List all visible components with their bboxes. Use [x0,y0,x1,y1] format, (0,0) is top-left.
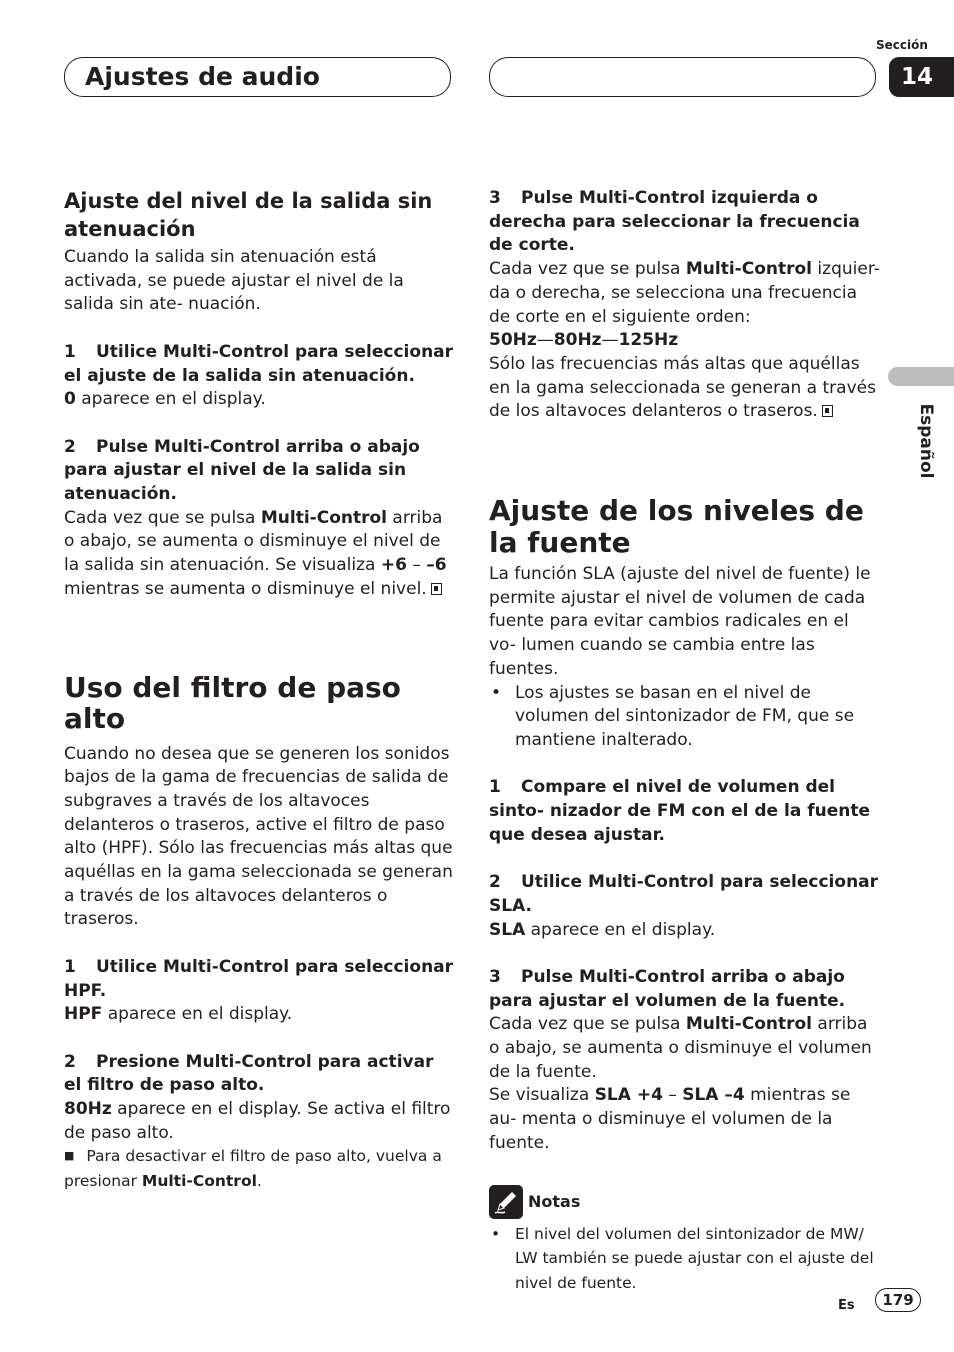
display-value: SLA [489,919,526,940]
step-number: 2 [489,872,501,893]
step-number: 2 [64,436,76,457]
hpf-note [64,1145,456,1193]
note-text: . [256,1172,262,1191]
control-name: Multi-Control [260,507,388,528]
step-text: Compare el nivel de volumen del sinto- nizador de FM con el de la fuente que desea ajustar. [489,777,871,845]
step-text: Utilice Multi-Control para seleccionar HPF. [64,956,454,1001]
step-number: 2 [64,1051,76,1072]
paragraph-hpf-intro: Cuando no desea que se generen los sonidos bajos de la gama de frecuencias de salida de subgraves a través de los altavoces delanteros o traseros, active el filtro de paso alto (HPF). Sólo las frecuencias más altas que aquéllas en la gama seleccionada se generan a través de los altavoces delanteros o traseros. [64,743,453,930]
step-3-sla-description [489,1013,881,1084]
header-title-frame [64,57,451,97]
step-1-hpf-result [64,1003,456,1027]
range-max: +6 [380,555,407,576]
step-1-no-attenuation [64,341,456,388]
control-name: Multi-Control [141,1172,257,1191]
desc-part: Se visualiza [489,1085,595,1106]
left-column [64,187,456,1194]
step-number: 3 [489,966,501,987]
desc-part: arriba o abajo, se aumenta o disminuye el volumen de la fuente. [489,1014,872,1082]
footer-language: Es [838,1298,855,1313]
heading-hpf: Uso del filtro de paso alto [64,670,401,736]
note-item: • El nivel del volumen del sintonizador de MW/ LW también se puede ajustar con el ajuste del nivel de fuente. [489,1222,881,1296]
step-desc: aparece en el display. [102,1004,293,1025]
pencil-note-icon [489,1185,523,1219]
desc-part: Cada vez que se pulsa [489,1014,686,1035]
step-3-hpf-after [489,353,881,424]
end-mark-icon [431,583,442,595]
display-value: 0 [64,389,76,410]
step-text: Presione Multi-Control para activar el filtro de paso alto. [64,1051,434,1096]
step-1-hpf [64,956,456,1003]
desc-part: Sólo las frecuencias más altas que aquéllas en la gama seleccionada se generan a través de los altavoces delanteros o traseros. [489,353,876,422]
language-tab-label: Español [916,403,936,479]
step-2-hpf-result [64,1098,456,1145]
section-label: Sección [876,38,928,52]
desc-part: Cada vez que se pulsa [64,507,261,528]
right-column [489,187,881,1295]
note-text: Para desactivar el filtro de paso alto, vuelva a presionar [64,1147,442,1191]
step-1-sla [489,776,881,847]
desc-part: mientras se au- menta o disminuye el volumen de la fuente. [489,1085,851,1153]
end-mark-icon [822,405,833,417]
header-empty-frame [489,57,876,97]
frequency-separator: — [601,330,619,351]
frequency-option: 50Hz [489,330,537,351]
display-value: HPF [64,1004,103,1025]
step-number: 3 [489,188,501,208]
step-number: 1 [489,777,501,798]
step-2-description [64,507,456,602]
language-tab-marker [888,367,954,386]
square-bullet-icon: ■ [64,1149,75,1163]
range-min: –6 [426,555,447,576]
step-text: Utilice Multi-Control para seleccionar SLA. [489,872,879,916]
control-name: Multi-Control [685,259,813,280]
notes-title: Notas [528,1191,581,1211]
desc-part: Cada vez que se pulsa [489,259,686,280]
step-3-sla [489,966,881,1013]
paragraph-sla-intro: La función SLA (ajuste del nivel de fuente) le permite ajustar el nivel de volumen de cada fuente para evitar cambios radicales en el vo- lumen cuando se cambia entre las fuentes. [489,564,871,679]
step-desc: aparece en el display. [525,919,716,940]
heading-sla: Ajuste de los niveles de la fuente [489,494,864,559]
section-number-badge: 14 [889,57,954,97]
step-2-no-attenuation [64,436,456,507]
step-1-result [64,388,456,412]
step-text: Pulse Multi-Control arriba o abajo para ajustar el volumen de la fuente. [489,966,846,1011]
step-2-sla-result [489,919,881,943]
display-value: 80Hz [64,1099,112,1120]
step-3-sla-range [489,1084,881,1155]
step-3-hpf [489,187,881,258]
step-3-hpf-description [489,258,881,329]
frequency-option: 80Hz [553,330,602,351]
step-number: 1 [64,956,76,977]
range-dash: – [406,555,427,576]
desc-part: izquier- da o derecha, se selecciona una frecuencia de corte en el siguiente orden: [489,259,880,327]
step-text: Pulse Multi-Control arriba o abajo para ajustar el nivel de la salida sin atenuación. [64,436,420,504]
section-title: Ajustes de audio [85,62,320,91]
range-max: SLA +4 [594,1085,663,1106]
heading-no-attenuation: Ajuste del nivel de la salida sin atenuación [64,189,433,241]
step-number: 1 [64,341,76,362]
sla-bullet: • Los ajustes se basan en el nivel de volumen del sintonizador de FM, que se mantiene inalterado. [489,682,881,753]
step-desc: aparece en el display. Se activa el filtro de paso alto. [64,1099,451,1143]
step-2-sla [489,871,881,918]
step-text: Pulse Multi-Control izquierda o derecha para seleccionar la frecuencia de corte. [489,188,860,256]
notes-header [489,1185,881,1219]
frequency-separator: — [536,330,554,351]
range-min: SLA –4 [682,1085,745,1106]
page-number: 179 [875,1288,921,1312]
control-name: Multi-Control [685,1014,813,1035]
step-text: Utilice Multi-Control para seleccionar el ajuste de la salida sin atenuación. [64,341,454,386]
paragraph-no-attenuation-intro: Cuando la salida sin atenuación está activada, se puede ajustar el nivel de la salida sin ate- nuación. [64,247,404,315]
step-2-hpf [64,1051,456,1098]
frequency-option: 125Hz [618,330,679,351]
desc-part: mientras se aumenta o disminuye el nivel. [64,578,427,599]
desc-part: arriba o abajo, se aumenta o disminuye el nivel de la salida sin atenuación. Se visualiza [64,507,443,576]
range-dash: – [662,1085,683,1106]
step-desc: aparece en el display. [75,389,266,410]
frequency-sequence [489,329,881,353]
